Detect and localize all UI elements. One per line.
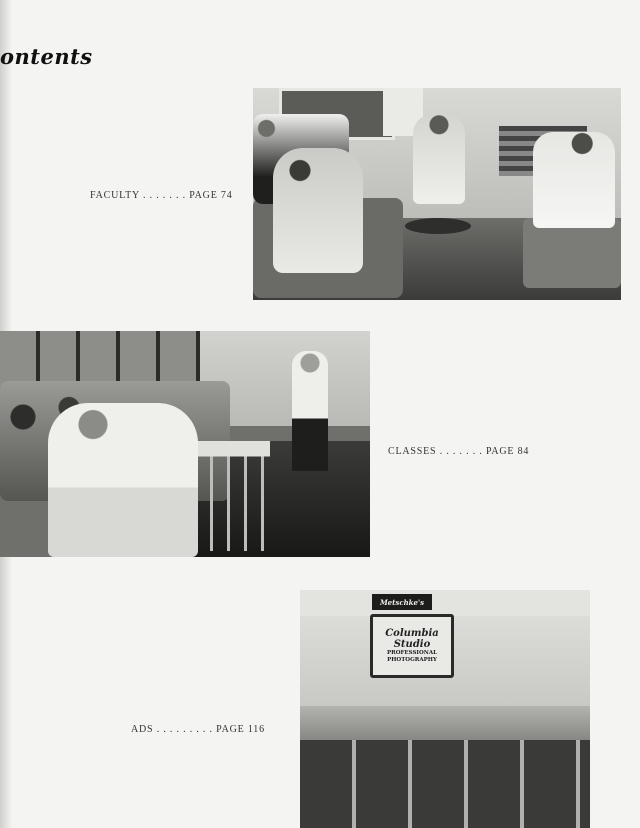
photo-coffee-table [405,218,471,234]
photo-shop-windows [300,740,590,828]
studio-sign-name: Columbia Studio [385,628,439,650]
classroom-photo [0,331,370,557]
photo-awning [300,706,590,743]
toc-page-number: PAGE 84 [485,446,530,457]
toc-leader-dots: . . . . . . . [143,190,186,201]
toc-entry-faculty[interactable] [90,190,233,201]
toc-page-number: PAGE 74 [189,190,233,201]
toc-section-label: FACULTY [90,190,140,201]
studio-sign-line2: PHOTOGRAPHY [387,657,437,663]
page-title: ontents [0,44,93,69]
photo-student-foreground [48,403,198,557]
faculty-lounge-photo [253,88,621,300]
photo-desk-chair [196,441,270,551]
toc-entry-classes[interactable] [388,446,529,457]
toc-section-label: CLASSES [388,446,437,457]
photo-figure-woman-right [533,132,615,228]
photo-teacher [292,351,328,501]
photo-figure-woman-seated [273,148,363,273]
toc-page-number: PAGE 116 [216,724,265,735]
storefront-top-sign: Metschke's [372,594,432,610]
studio-sign-line1: PROFESSIONAL [387,650,437,656]
photo-figure-woman-center [413,114,465,204]
toc-leader-dots: . . . . . . . . . [156,724,213,735]
studio-sign [370,614,454,678]
storefront-photo [300,590,590,828]
toc-leader-dots: . . . . . . . [439,446,483,457]
photo-armchair [523,218,621,288]
toc-entry-ads[interactable] [131,724,265,735]
toc-section-label: ADS [131,724,154,735]
